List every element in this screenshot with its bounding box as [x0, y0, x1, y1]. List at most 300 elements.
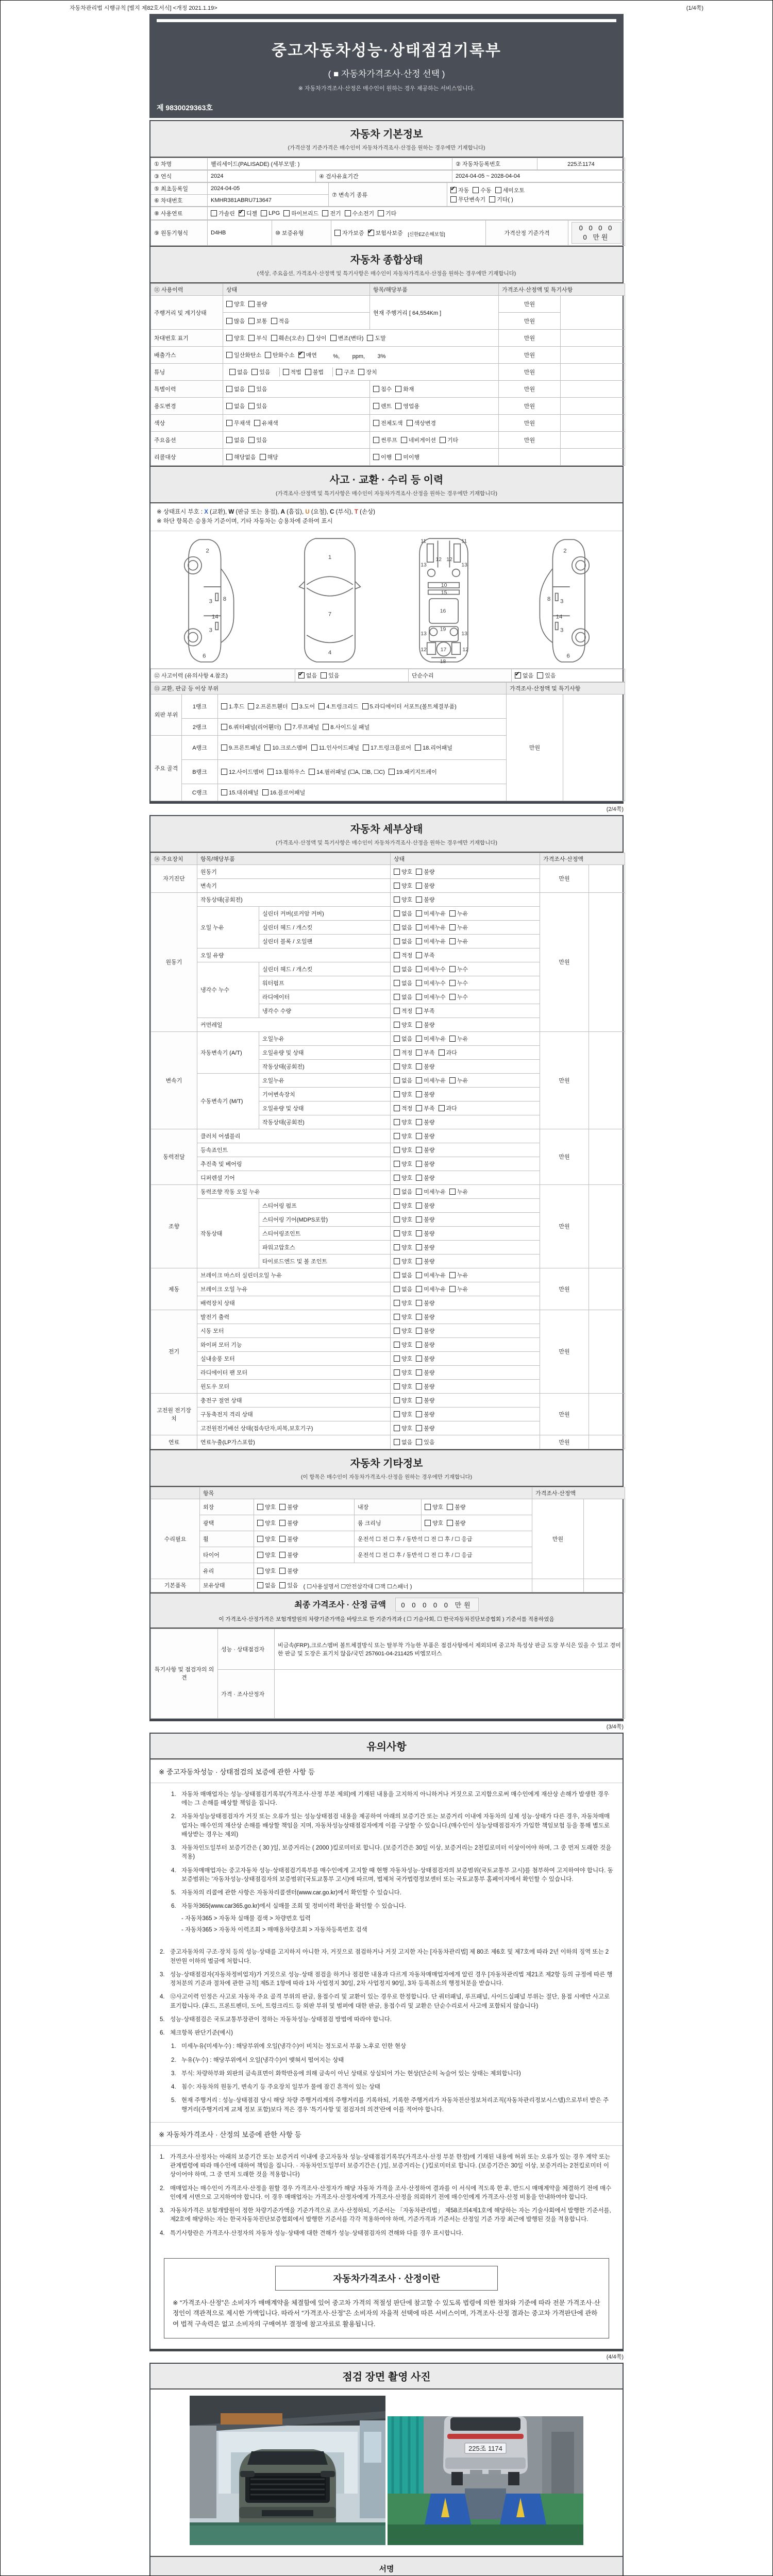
- comp-item-cell: [370, 398, 499, 415]
- checkbox-훼손(오손)[interactable]: [271, 334, 305, 342]
- checkbox-불량[interactable]: [279, 1567, 298, 1575]
- checkbox-불량[interactable]: [279, 1519, 298, 1527]
- checkbox-label: 불량: [424, 1397, 435, 1404]
- checkbox-기타( )[interactable]: [489, 195, 513, 204]
- checkbox-없음[interactable]: [394, 993, 412, 1001]
- checkbox-없음[interactable]: [298, 671, 317, 680]
- checkbox-많음[interactable]: [226, 317, 245, 325]
- car-side-right-diagram: [522, 535, 599, 664]
- checkbox-label: 미세누수: [424, 994, 446, 1001]
- checkbox-box-icon: [394, 1328, 400, 1334]
- transmission-line-1: [450, 185, 621, 195]
- detail-item-name: 작동상태(공회전): [259, 1115, 391, 1129]
- checkbox-있음[interactable]: [321, 671, 339, 680]
- checkbox-불량[interactable]: [248, 300, 267, 308]
- checkbox-이행[interactable]: [373, 453, 392, 461]
- checkbox-box-icon: [264, 744, 271, 751]
- checkbox-과다[interactable]: [439, 1104, 457, 1112]
- checkbox-미세누수[interactable]: [416, 979, 446, 987]
- checkbox-13.휠하우스[interactable]: [267, 768, 305, 776]
- checkbox-미세누수[interactable]: [416, 993, 446, 1001]
- checkbox-16.플로어패널[interactable]: [262, 788, 305, 796]
- checkbox-양호[interactable]: [394, 1424, 412, 1432]
- checkbox-누유[interactable]: [449, 1188, 468, 1196]
- checkbox-부족[interactable]: [416, 951, 434, 959]
- checkbox-label: 불량: [287, 1568, 298, 1574]
- checkbox-적정[interactable]: [394, 1048, 412, 1057]
- checkbox-부족[interactable]: [416, 1048, 434, 1057]
- comprehensive-table: [150, 283, 625, 466]
- checkbox-label: 없음: [401, 1036, 413, 1042]
- checkbox-누유[interactable]: [449, 1271, 468, 1279]
- checkbox-5.라디에이터 서포트(볼트체결부품)[interactable]: [362, 702, 457, 710]
- note-item-text: 침수: 자동차의 원동기, 변속기 등 주요장치 일부가 물에 잠긴 흔적이 있는 상태: [181, 2084, 380, 2091]
- checkbox-매연[interactable]: [298, 351, 317, 359]
- note-item-number: 4.: [171, 1867, 176, 1874]
- detail-item-name: 동력조향 작동 오일 누유: [197, 1184, 391, 1198]
- checkbox-box-icon: [330, 335, 337, 341]
- checkbox-label: 보통: [256, 318, 267, 325]
- checkbox-누수[interactable]: [449, 979, 468, 987]
- comp-row: [151, 347, 625, 364]
- checkbox-일산화탄소[interactable]: [226, 351, 261, 359]
- checkbox-box-icon: [394, 1272, 400, 1278]
- detail-item-name: 오일 유량: [197, 948, 391, 962]
- checkbox-label: 불량: [424, 1175, 435, 1181]
- checkbox-box-icon: [323, 724, 329, 730]
- checkbox-양호[interactable]: [394, 1132, 412, 1140]
- checkbox-부족[interactable]: [416, 1007, 434, 1015]
- checkbox-양호[interactable]: [257, 1567, 276, 1575]
- repair-item-state: [254, 1547, 355, 1563]
- checkbox-box-icon: [416, 1383, 422, 1389]
- checkbox-없음[interactable]: [229, 368, 248, 376]
- vin-label: ⑥ 차대번호: [151, 195, 208, 207]
- checkbox-label: 영업용: [403, 403, 420, 410]
- checkbox-양호[interactable]: [394, 895, 412, 904]
- checkbox-탄화수소[interactable]: [265, 351, 295, 359]
- checkbox-양호[interactable]: [394, 882, 412, 890]
- checkbox-없음[interactable]: [226, 385, 245, 393]
- checkbox-없음[interactable]: [226, 436, 245, 444]
- checkbox-양호[interactable]: [394, 1313, 412, 1321]
- checkbox-양호[interactable]: [394, 1174, 412, 1182]
- checkbox-유채색[interactable]: [254, 419, 278, 427]
- car-name-label: ① 차명: [151, 158, 208, 170]
- checkbox-양호[interactable]: [394, 868, 412, 876]
- checkbox-불량[interactable]: [416, 1160, 434, 1168]
- comp-note-cell: [561, 432, 625, 449]
- checkbox-box-icon: [449, 994, 456, 1000]
- checkbox-미세누유[interactable]: [416, 909, 446, 918]
- note-item-text: 자동차성능상태점검자가 거짓 또는 오류가 있는 성능상태점검 내용을 제공하여 아래의 보증기간 또는 보증거리 이내에 자동차의 실제 성능·상태가 다른 경우, 자동차매매업자는 매수인의 재산상 손해를 배상할 책임을 지며, 자동차성능상태점검자에게 이를 구상할 수 있습니다.(매수인이 성능상태점검자가 가입한 책임보험 등을 통해 별도로 배상받는 경우는 제외): [181, 1814, 610, 1838]
- checkbox-보통[interactable]: [248, 317, 267, 325]
- checkbox-label: 세미오토: [502, 187, 525, 194]
- detail-device-label: 고전원 전기장치: [151, 1393, 197, 1435]
- detail-state-cell: [391, 1324, 540, 1337]
- checkbox-무단변속기[interactable]: [450, 195, 485, 204]
- checkbox-4.트렁크리드[interactable]: [318, 702, 358, 710]
- basic-info-row2: [150, 170, 625, 182]
- checkbox-10.크로스멤버[interactable]: [264, 743, 307, 752]
- comp-row: [151, 432, 625, 449]
- checkbox-양호[interactable]: [394, 1410, 412, 1418]
- repair-item-state: [422, 1515, 532, 1531]
- detail-item-name: 작동상태(공회전): [197, 892, 391, 906]
- checkbox-적정[interactable]: [394, 951, 412, 959]
- checkbox-하이브리드[interactable]: [283, 209, 318, 217]
- checkbox-양호[interactable]: [394, 1021, 412, 1029]
- svg-text:15: 15: [441, 590, 447, 596]
- checkbox-box-icon: [221, 724, 227, 730]
- svg-text:14: 14: [211, 614, 219, 620]
- price-appraisal-infobox: [164, 2258, 609, 2338]
- checkbox-변조(변타)[interactable]: [330, 334, 364, 342]
- checkbox-label: 있음: [256, 403, 267, 410]
- checkbox-box-icon: [495, 187, 501, 193]
- checkbox-썬루프[interactable]: [373, 436, 397, 444]
- checkbox-장치[interactable]: [358, 368, 377, 376]
- checkbox-수동[interactable]: [473, 186, 491, 194]
- comp-row: [151, 398, 625, 415]
- checkbox-불량[interactable]: [416, 1410, 434, 1418]
- basic-items-list: ( ☐사용설명서 ☐안전삼각대 ☐잭 ☐스패너 ): [301, 1583, 412, 1590]
- checkbox-있음[interactable]: [279, 1581, 298, 1589]
- legend-code-T: T: [354, 509, 358, 515]
- checkbox-미세누유[interactable]: [416, 1188, 446, 1196]
- legend-desc: (흠집),: [284, 509, 306, 515]
- checkbox-불량[interactable]: [416, 1062, 434, 1071]
- checkbox-19.패키지트레이[interactable]: [389, 768, 437, 776]
- form-regulation-ref: 자동차관리법 시행규칙 [별지 제82호서식] <개정 2021.1.19>: [70, 5, 217, 11]
- checkbox-있음[interactable]: [251, 368, 270, 376]
- checkbox-양호[interactable]: [394, 1354, 412, 1363]
- inspection-period-label: ④ 검사유효기간: [316, 171, 452, 182]
- checkbox-영업용[interactable]: [395, 402, 419, 410]
- checkbox-보험사보증[interactable]: [368, 229, 403, 237]
- checkbox-label: 기타: [447, 437, 459, 444]
- comprehensive-title: 자동차 종합상태: [350, 255, 423, 266]
- checkbox-있음[interactable]: [537, 671, 556, 680]
- comp-price-cell: 만원: [499, 296, 561, 313]
- checkbox-불량[interactable]: [416, 1146, 434, 1154]
- checkbox-양호[interactable]: [394, 1215, 412, 1224]
- checkbox-불량[interactable]: [416, 1132, 434, 1140]
- checkbox-누유[interactable]: [449, 923, 468, 931]
- checkbox-화재[interactable]: [395, 385, 414, 393]
- checkbox-7.루프패널[interactable]: [285, 723, 320, 731]
- basic-info-row3: [150, 182, 625, 207]
- checkbox-label: 불량: [455, 1504, 466, 1511]
- checkbox-불량[interactable]: [416, 1201, 434, 1210]
- checkbox-부식[interactable]: [248, 334, 267, 342]
- checkbox-없음[interactable]: [394, 979, 412, 987]
- checkbox-불법[interactable]: [305, 368, 324, 376]
- checkbox-전체도색[interactable]: [373, 419, 403, 427]
- checkbox-9.프론트패널[interactable]: [221, 743, 261, 752]
- checkbox-적정[interactable]: [394, 1104, 412, 1112]
- checkbox-양호[interactable]: [226, 334, 245, 342]
- checkbox-색상변경[interactable]: [407, 419, 436, 427]
- checkbox-미이행[interactable]: [395, 453, 419, 461]
- checkbox-3.도어[interactable]: [292, 702, 315, 710]
- checkbox-침수[interactable]: [373, 385, 392, 393]
- note-item-number: 2.: [171, 2057, 176, 2063]
- checkbox-미세누유[interactable]: [416, 923, 446, 931]
- checkbox-없음[interactable]: [394, 1076, 412, 1084]
- checkbox-불량[interactable]: [416, 1118, 434, 1126]
- checkbox-구조[interactable]: [336, 368, 355, 376]
- page-2: [149, 815, 624, 1721]
- note-item-text: 매매업자는 매수인이 가격조사·산정을 원할 경우 가격조사·산정자가 해당 자동차 가격을 조사·산정하여 결과를 이 서식에 적도록 한 후, 반드시 매매계약을 체결하기 전에 매수인에게 서면으로 고지하여야 합니다. 이 경우 매매업자는 가격조사·산정자에게 가격조사·산정을 의뢰하기 전에 매수인에게 가격조사·산정 비용을 안내하여야 합니다.: [170, 2185, 612, 2200]
- checkbox-양호[interactable]: [226, 300, 245, 308]
- checkbox-없음[interactable]: [394, 937, 412, 945]
- checkbox-세미오토[interactable]: [495, 186, 525, 194]
- exchange-table: [150, 682, 625, 801]
- document-number: 제 9830029363호: [157, 104, 213, 112]
- checkbox-자동[interactable]: [450, 186, 469, 194]
- exchange-rank-label: A랭크: [182, 735, 218, 759]
- detail-item-name: 배력장치 상태: [197, 1296, 391, 1310]
- checkbox-양호[interactable]: [394, 1299, 412, 1307]
- checkbox-누유[interactable]: [449, 1285, 468, 1293]
- checkbox-불량[interactable]: [279, 1535, 298, 1543]
- checkbox-LPG[interactable]: [261, 210, 280, 216]
- exchange-items-cell: [218, 784, 507, 801]
- checkbox-양호[interactable]: [394, 1146, 412, 1154]
- checkbox-15.대쉬패널[interactable]: [221, 788, 259, 796]
- basic-items-sub-label: 보유상태: [200, 1579, 254, 1592]
- checkbox-없음[interactable]: [394, 965, 412, 973]
- checkbox-없음[interactable]: [257, 1581, 276, 1589]
- comp-row-label: 주행거리 및 계기상태: [151, 296, 223, 330]
- checkbox-불량[interactable]: [416, 868, 434, 876]
- checkbox-2.프론트휀더[interactable]: [248, 702, 288, 710]
- note-item-number: 4.: [160, 2230, 165, 2236]
- checkbox-17.트렁크플로어[interactable]: [363, 743, 411, 752]
- checkbox-양호[interactable]: [425, 1519, 443, 1527]
- checkbox-불량[interactable]: [416, 1424, 434, 1432]
- checkbox-없음[interactable]: [394, 909, 412, 918]
- checkbox-box-icon: [226, 454, 232, 460]
- checkbox-디젤[interactable]: [239, 209, 257, 217]
- checkbox-label: 양호: [401, 1216, 413, 1223]
- comp-row-label: 용도변경: [151, 398, 223, 415]
- checkbox-불량[interactable]: [416, 1396, 434, 1404]
- checkbox-과다[interactable]: [439, 1048, 457, 1057]
- checkbox-미세누유[interactable]: [416, 1076, 446, 1084]
- checkbox-8.사이드실 패널[interactable]: [323, 723, 369, 731]
- repair-note-cell: [584, 1499, 625, 1579]
- checkbox-1.후드[interactable]: [221, 702, 244, 710]
- checkbox-label: 불량: [424, 896, 435, 903]
- checkbox-렌트[interactable]: [373, 402, 392, 410]
- note-item: [171, 1844, 613, 1862]
- checkbox-불량[interactable]: [279, 1551, 298, 1559]
- checkbox-양호[interactable]: [394, 1257, 412, 1265]
- checkbox-부족[interactable]: [416, 1104, 434, 1112]
- detail-item-group: 오일 누유: [197, 906, 259, 948]
- checkbox-불량[interactable]: [416, 1174, 434, 1182]
- checkbox-box-icon: [416, 938, 422, 944]
- svg-text:12: 12: [446, 556, 452, 563]
- checkbox-적법[interactable]: [283, 368, 301, 376]
- checkbox-box-icon: [416, 1342, 422, 1348]
- checkbox-양호[interactable]: [394, 1327, 412, 1335]
- checkbox-양호[interactable]: [394, 1368, 412, 1377]
- checkbox-양호[interactable]: [394, 1160, 412, 1168]
- checkbox-6.쿼터패널(리어휀더)[interactable]: [221, 723, 281, 731]
- svg-text:13: 13: [461, 631, 467, 637]
- detail-item-group: 작동상태: [197, 1198, 259, 1268]
- checkbox-기타[interactable]: [440, 436, 458, 444]
- checkbox-없음[interactable]: [394, 1285, 412, 1293]
- svg-text:6: 6: [566, 653, 570, 659]
- checkbox-미세누수[interactable]: [416, 965, 446, 973]
- checkbox-누유[interactable]: [449, 1076, 468, 1084]
- exchange-header-label: ⑬ 교환, 판금 등 이상 부위: [151, 682, 507, 694]
- checkbox-box-icon: [345, 210, 351, 216]
- checkbox-양호[interactable]: [394, 1396, 412, 1404]
- checkbox-있음[interactable]: [248, 436, 267, 444]
- note-item-number: 3.: [160, 2208, 165, 2214]
- checkbox-누수[interactable]: [449, 965, 468, 973]
- checkbox-양호[interactable]: [394, 1341, 412, 1349]
- checkbox-없음[interactable]: [394, 1271, 412, 1279]
- checkbox-양호[interactable]: [257, 1535, 276, 1543]
- checkbox-네비게이션[interactable]: [401, 436, 436, 444]
- checkbox-불량[interactable]: [416, 1215, 434, 1224]
- checkbox-있음[interactable]: [248, 385, 267, 393]
- checkbox-양호[interactable]: [394, 1243, 412, 1251]
- detail-device-label: 변속기: [151, 1031, 197, 1129]
- checkbox-불량[interactable]: [416, 1243, 434, 1251]
- checkbox-불량[interactable]: [416, 1313, 434, 1321]
- checkbox-양호[interactable]: [394, 1382, 412, 1391]
- checkbox-box-icon: [416, 883, 422, 889]
- checkbox-미세누유[interactable]: [416, 1285, 446, 1293]
- checkbox-가솔린[interactable]: [211, 209, 235, 217]
- checkbox-18.리어패널[interactable]: [415, 743, 452, 752]
- checkbox-없음[interactable]: [394, 1035, 412, 1043]
- checkbox-양호[interactable]: [257, 1503, 276, 1511]
- checkbox-도말[interactable]: [367, 334, 385, 342]
- checkbox-불량[interactable]: [416, 1341, 434, 1349]
- checkbox-14.필러패널 (☐A, ☐B, ☐C)[interactable]: [309, 768, 385, 776]
- checkbox-12.사이드멤버[interactable]: [221, 768, 264, 776]
- svg-text:3: 3: [560, 598, 563, 605]
- checkbox-양호[interactable]: [257, 1551, 276, 1559]
- engine-type-label: ⑨ 원동기형식: [151, 221, 208, 246]
- checkbox-해당[interactable]: [260, 453, 278, 461]
- checkbox-기타[interactable]: [378, 209, 396, 217]
- checkbox-없음[interactable]: [226, 402, 245, 410]
- checkbox-box-icon: [279, 1568, 285, 1574]
- checkbox-불량[interactable]: [416, 1229, 434, 1238]
- checkbox-불량[interactable]: [416, 1090, 434, 1098]
- comp-row-label: 특별이력: [151, 381, 223, 398]
- checkbox-label: 누유: [457, 1077, 468, 1084]
- checkbox-누유[interactable]: [449, 909, 468, 918]
- checkbox-누수[interactable]: [449, 993, 468, 1001]
- checkbox-양호[interactable]: [394, 1062, 412, 1071]
- checkbox-불량[interactable]: [416, 1368, 434, 1377]
- checkbox-불량[interactable]: [279, 1503, 298, 1511]
- checkbox-미세누유[interactable]: [416, 937, 446, 945]
- checkbox-누유[interactable]: [449, 1035, 468, 1043]
- checkbox-없음[interactable]: [515, 671, 533, 680]
- checkbox-없음[interactable]: [394, 923, 412, 931]
- detail-item-name: 고전원전기배선 상태(접속단자,피복,보호기구): [197, 1421, 391, 1435]
- basic-info-row5: [150, 220, 625, 246]
- checkbox-미세누유[interactable]: [416, 1035, 446, 1043]
- comp-row: [151, 364, 625, 381]
- checkbox-box-icon: [425, 1520, 431, 1526]
- checkbox-양호[interactable]: [394, 1201, 412, 1210]
- checkbox-없음[interactable]: [394, 1438, 412, 1446]
- checkbox-label: 3.도어: [299, 703, 315, 710]
- checkbox-해당없음[interactable]: [226, 453, 256, 461]
- checkbox-불량[interactable]: [447, 1519, 465, 1527]
- checkbox-불량[interactable]: [416, 895, 434, 904]
- checkbox-불량[interactable]: [416, 1299, 434, 1307]
- checkbox-양호[interactable]: [394, 1229, 412, 1238]
- detail-row: [151, 865, 625, 878]
- checkbox-label: 8.사이드실 패널: [330, 724, 370, 731]
- checkbox-box-icon: [265, 352, 271, 358]
- checkbox-있음[interactable]: [416, 1438, 434, 1446]
- checkbox-상이[interactable]: [308, 334, 326, 342]
- legend-code-A: A: [280, 509, 285, 515]
- checkbox-불량[interactable]: [416, 1257, 434, 1265]
- svg-text:1: 1: [328, 554, 331, 561]
- checkbox-box-icon: [226, 301, 232, 307]
- note-item: [160, 2015, 613, 2024]
- checkbox-있음[interactable]: [248, 402, 267, 410]
- other-info-title: 자동차 기타정보: [350, 1458, 423, 1469]
- checkbox-양호[interactable]: [257, 1519, 276, 1527]
- checkbox-미세누유[interactable]: [416, 1271, 446, 1279]
- checkbox-불량[interactable]: [416, 1382, 434, 1391]
- checkbox-양호[interactable]: [394, 1090, 412, 1098]
- transmission-checks: [447, 183, 625, 207]
- checkbox-적음[interactable]: [271, 317, 290, 325]
- inspector-label: 성능 · 상태점검자: [218, 1629, 275, 1669]
- checkbox-불량[interactable]: [416, 882, 434, 890]
- comprehensive-subtitle: (색상, 주요옵션, 가격조사·산정액 및 특기사항은 매수인이 자동차가격조사·산정을 원하는 경우에만 기재합니다): [257, 270, 516, 277]
- checkbox-불량[interactable]: [416, 1021, 434, 1029]
- detail-device-label: 자기진단: [151, 865, 197, 892]
- checkbox-전기[interactable]: [322, 209, 341, 217]
- checkbox-적정[interactable]: [394, 1007, 412, 1015]
- checkbox-누유[interactable]: [449, 937, 468, 945]
- checkbox-양호[interactable]: [425, 1503, 443, 1511]
- checkbox-box-icon: [239, 210, 245, 216]
- checkbox-11.인사이드패널[interactable]: [311, 743, 359, 752]
- checkbox-수소전기[interactable]: [345, 209, 375, 217]
- checkbox-무채색[interactable]: [226, 419, 250, 427]
- note-item-number: 3.: [160, 1971, 165, 1978]
- checkbox-불량[interactable]: [416, 1354, 434, 1363]
- checkbox-없음[interactable]: [394, 1188, 412, 1196]
- checkbox-자가보증[interactable]: [334, 229, 364, 237]
- checkbox-양호[interactable]: [394, 1118, 412, 1126]
- checkbox-불량[interactable]: [416, 1327, 434, 1335]
- other-col-item: 항목: [200, 1487, 532, 1499]
- checkbox-label: 양호: [265, 1568, 276, 1574]
- checkbox-불량[interactable]: [447, 1503, 465, 1511]
- checkbox-label: 양호: [401, 1202, 413, 1209]
